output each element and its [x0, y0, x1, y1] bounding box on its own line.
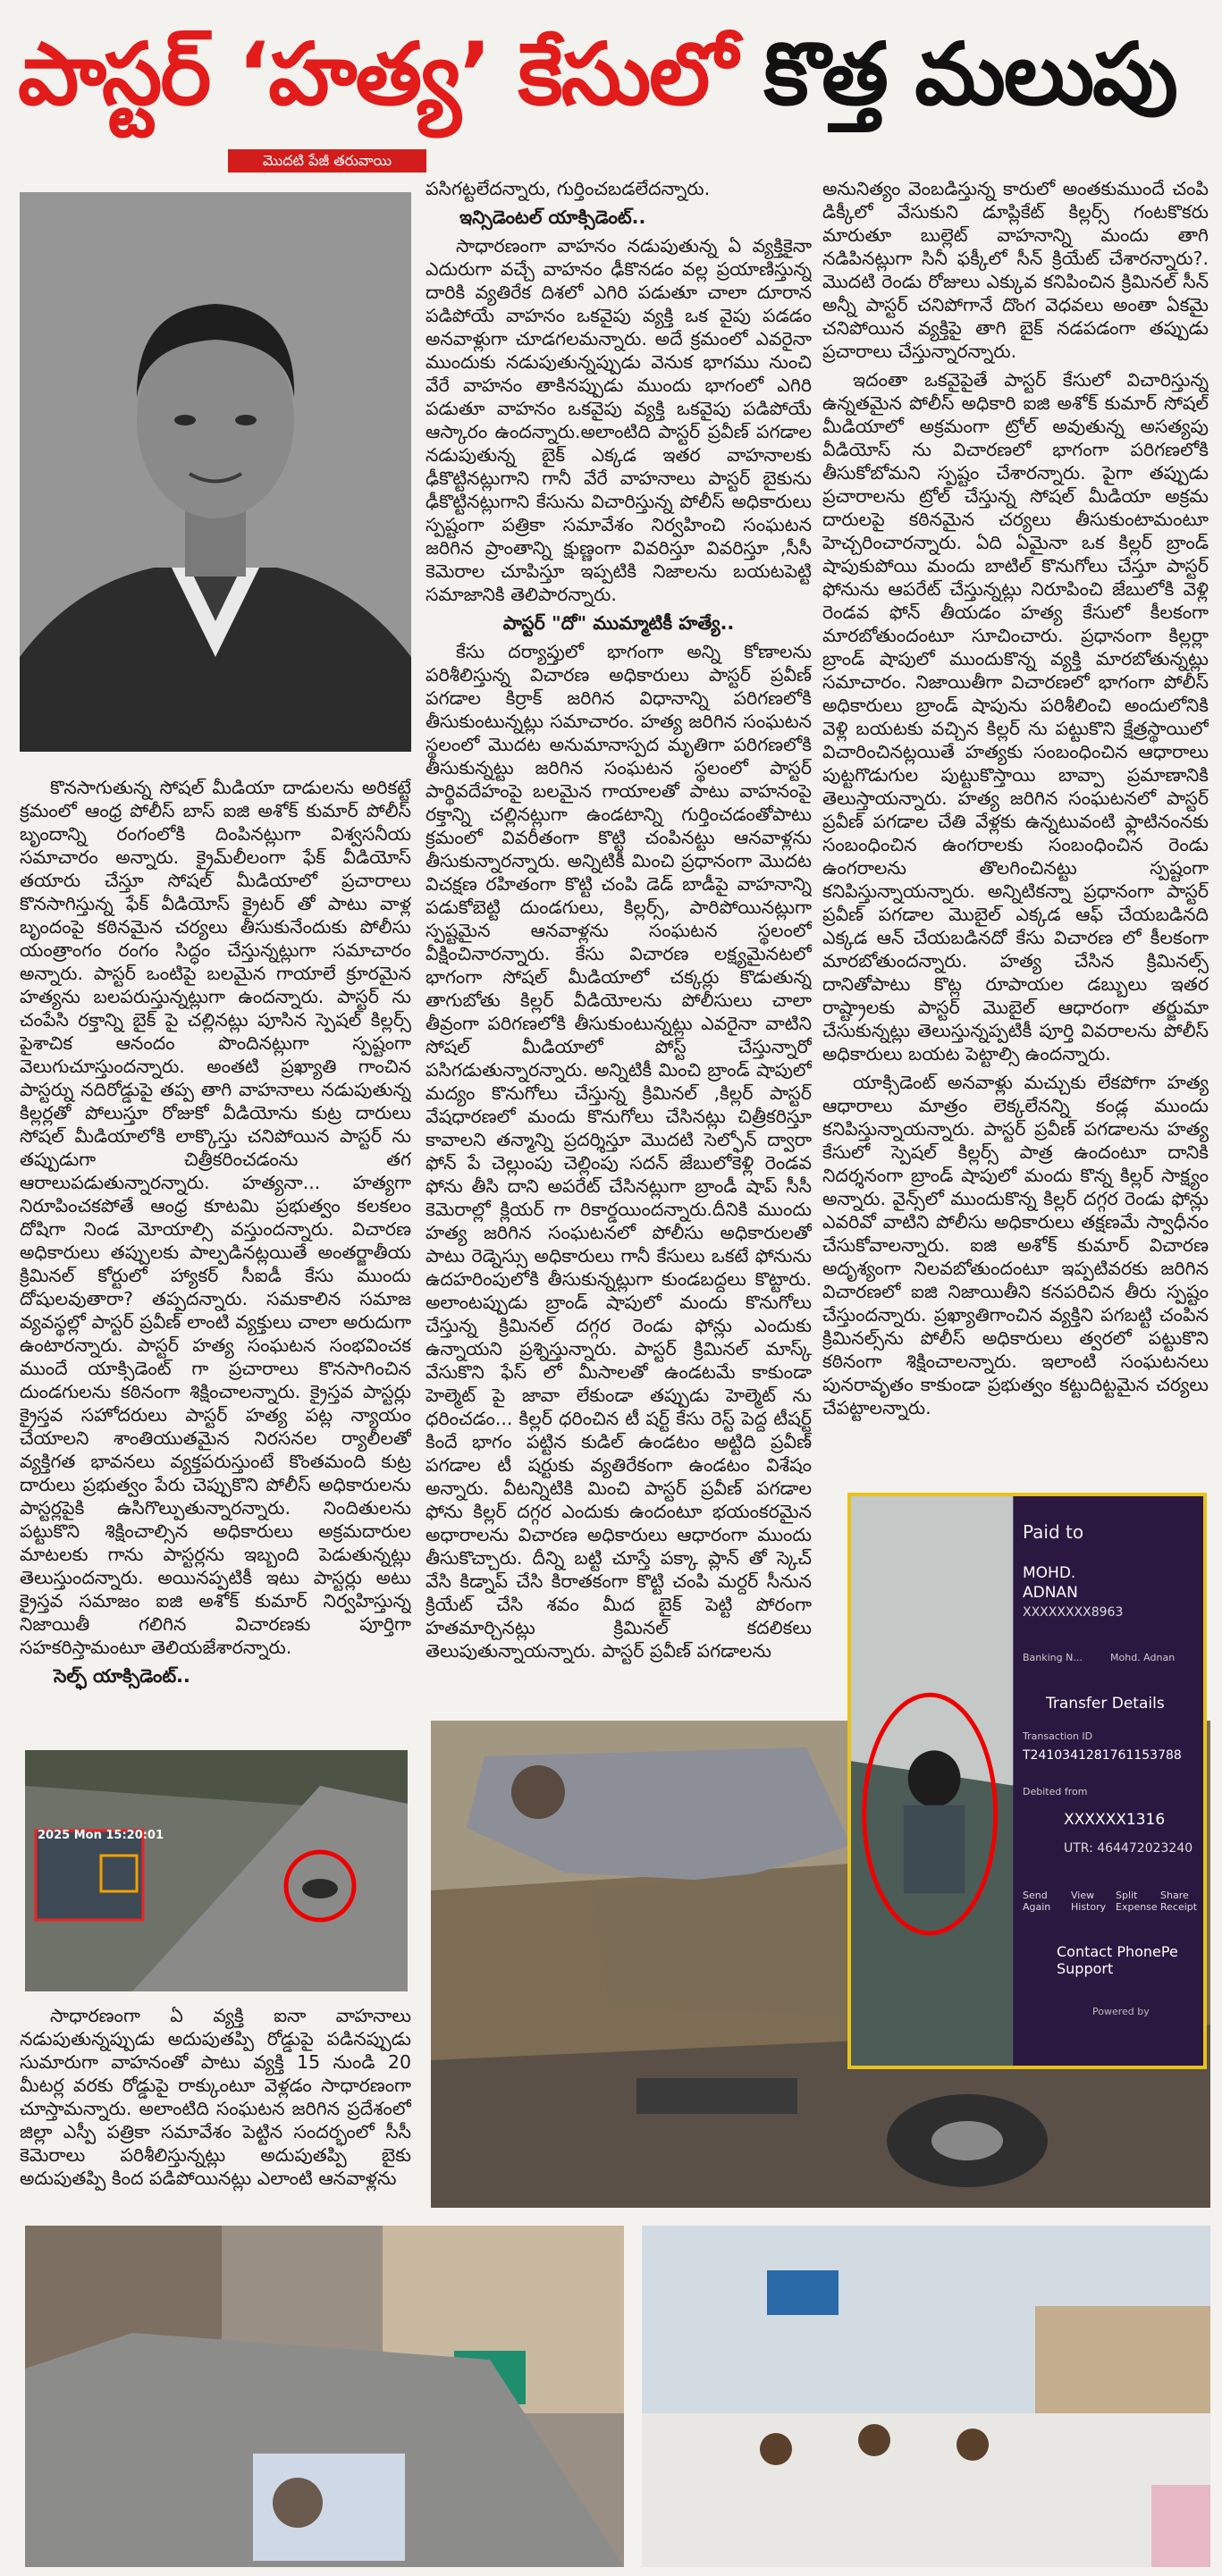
- cctv-photo: [25, 1750, 408, 1991]
- headline-part-red: పాస్టర్ ‘హత్య’ కేసులో: [18, 24, 764, 124]
- split-expense-button[interactable]: Split Expense: [1116, 1890, 1158, 1913]
- payee-name-line2: ADNAN: [1023, 1584, 1078, 1602]
- column-1: [20, 776, 411, 1741]
- transfer-details[interactable]: Transfer Details: [1046, 1695, 1165, 1713]
- col3-paragraph-1: అనునిత్యం వెంబడిస్తున్న కారులో అంతకుముందే చంపి డిక్కీలో వేసుకుని డూప్లికేట్ కిల్లర్స్ గంటకొకరు మారుతూ బుల్లెట్ వాహనాన్ని మందు తాగి నడిపినట్లుగా సినీ ఫక్కీలో సీన్ క్రియేట్ చేశారన్నారు?. మొదటి రెండు రోజులు ఎక్కువ కనిపించిన క్రిమినల్ సీన్ అన్నీ పాస్టర్ చనిపోగానే దొంగ వెధవలు అంతా ఏకమై చనిపోయిన వ్యక్తిపై తాగి బైక్ నడపడంగా తప్పుడు ప్రచారాలు చేస్తున్నారన్నారు.: [822, 178, 1209, 362]
- paid-to-label: Paid to: [1023, 1521, 1084, 1543]
- rally-photo-right: [642, 2226, 1210, 2567]
- continued-tag: మొదటి పేజీ తరువాయి: [228, 149, 426, 173]
- col2-subheading-1: ఇన్సిడెంటల్ యాక్సిడెంట్..: [459, 206, 646, 228]
- debited-account: XXXXXX1316: [1064, 1811, 1166, 1829]
- cctv-timestamp: 2025 Mon 15:20:01: [38, 1829, 164, 1842]
- col2-paragraph-1: సాధారణంగా వాహనం నడుపుతున్న ఏ వ్యక్తికైనా ఎదురుగా వచ్చే వాహనం ఢీకొనడం వల్ల ప్రయాణిస్తున్న దారికి వ్యతిరేక దిశలో ఎగిరి పడుతూ చాలా దూరాన పడిపోయే వాహనం ఒకవైపు వ్యక్తి ఒక వైపు పడడం అనవాళ్లుగా చూడగలమన్నారు. అదే క్రమంలో ఎవరైనా ముందుకు నడుపుతున్నప్పుడు వెనుక భాగము నుంచి వేరే వాహనం తాకినప్పుడు ముందు భాగంలో ఎగిరి పడుతూ వాహనం ఒకవైపు వ్యక్తి ఒకవైపు పడిపోయే ఆస్కారం ఉందన్నారు.అలాంటిది పాస్టర్ ప్రవీణ్ పగడాల నడుపుతున్న బైక్ ఎక్కడ ఇతర వాహనాలకు ఢీకొట్టినట్లుగాని గానీ వేరే వాహనాలు పాస్టర్ బైకును ఢీకొట్టినట్లుగాని కేసును విచారిస్తున్న పోలీస్ అధికారులు స్పష్టంగా పత్రికా సమావేశం నిర్వహించి సంఘటన జరిగిన ప్రాంతాన్ని క్షుణ్ణంగా వివరిస్తూ వివరిస్తూ ,సీసీ కెమెరాల చూపిస్తూ ఇప్పటికి నిజాలను బయటపెట్టి సమాజానికి తెలిపారన్నారు.: [426, 235, 812, 605]
- send-again-button[interactable]: Send Again: [1023, 1890, 1051, 1913]
- phonepe-screenshot: [847, 1493, 1207, 2069]
- transaction-id: T2410341281761153788: [1023, 1748, 1182, 1763]
- powered-by: Powered by: [1092, 2006, 1150, 2017]
- share-receipt-button[interactable]: Share Receipt: [1160, 1890, 1198, 1913]
- col2-subheading-2: పాస్టర్ "దో" ముమ్మాటికీ హత్యే..: [502, 612, 735, 634]
- banking-value: Mohd. Adnan: [1110, 1652, 1176, 1663]
- column-1-continued: [20, 2004, 411, 2220]
- col2-paragraph-2: కేసు దర్యాప్తులో భాగంగా అన్ని కోణాలను పరిశీలిస్తున్న విచారణ అధికారులు పాస్టర్ ప్రవీణ్ పగడాల కిర్రాక్ జరిగిన విధానాన్ని పరిగణలోకి తీసుకుంటున్నట్లు సమాచారం. హత్య జరిగిన సంఘటన స్థలంలో మొదట అనుమానాస్పద మృతిగా పరిగణలోకి తీసుకున్నట్టు జరిగిన సంఘటన స్థలంలో పాస్టర్ పార్థివదేహంపై బలమైన గాయాలతో పాటు వాహనంపై రక్తాన్ని చల్లినట్లుగా ఉండటాన్ని గుర్తించడంతోపాటు క్రమంలో వివరీతంగా కొట్టి చంపినట్టు ఆనవాళ్లను తీసుకున్నారన్నారు. అన్నిటికీ మించి ప్రధానంగా మొదట విచక్షణ రహితంగా కొట్టి చంపి డెడ్ బాడీపై వాహనాన్ని పడుకోబెట్టి దుండగులు, కిల్లర్స్, పారిపోయినట్లుగా స్పష్టమైన ఆనవాళ్లను సంఘటన స్థలంలో వీక్షించినారన్నారు. కేసు విచారణ లక్ష్యమైనటలో భాగంగా సోషల్ మీడియాలో చక్కర్లు కొడుతున్న తాగుబోతు కిల్లర్ వీడియోలను పోలీసులు చాలా తీవ్రంగా పరిగణలోకి తీసుకుంటున్నట్లు ఎవరైనా వాటిని సోషల్ మీడియాలో పోస్ట్ చేస్తున్నారో పసిగడుతున్నారన్నారు. అన్నిటికీ మించి బ్రాండ్ షాపులో మద్యం కొనుగోలు చేస్తున్న క్రిమినల్ ,కిల్లర్ పాస్టర్ వేషధారణలో మందు కొనుగోలు చేసినట్లు చిత్రీకరిస్తూ కావాలని తన్మాన్ని ప్రదర్శిస్తూ మొదటి సెల్ఫోన్ ద్వారా ఫోన్ పే చెల్లుంపు చెల్లింపు సదన్ జేబులోకెళ్లి రెండవ ఫోను తీసి దాని అపరేట్ చేసినట్లుగా బ్రాండీ షాప్ సీసీ కెమెరాల్లో క్లియర్ గా రికార్డయిందన్నారు.దీనికి ముందు హత్య జరిగిన సంఘటనలో పోలీసు అధికారులతో పాటు రెడ్నెస్సు అధికారులు గానీ కేసులు ఒకటే ఫోనును ఉదహరింపులోకి తీసుకున్నట్లుగా కుండబద్దలు కొట్టారు. అలాంటప్పుడు బ్రాండ్ షాపులో మందు కొనుగోలు చేస్తున్న క్రిమినల్ దగ్గర రెండు ఫోన్లు ఎందుకు ఉన్నాయని ప్రశ్నిస్తున్నారు. పాస్టర్ క్రిమినల్ మాస్క్ వేసుకొని ఫేస్ లో మీసాలతో ఉండటమే కాకుండా హెల్మెట్ పై జావా లేకుండా తప్పుడు హెల్మెట్ ను ధరించడం... కిల్లర్ ధరించిన టీ షర్ట్ కేసు రెస్ట్ పెద్ద టీషర్ట్ కిందే భాగం పట్టిన కుడిల్ ఉండటం అట్టిది ప్రవీణ్ పగడాల టీ షర్టుకు వ్యతిరేకంగా ఉండటం విశేషం అన్నారు. వీటన్నిటికి మించి పాస్టర్ ప్రవీణ్ పగడాల ఫోను కిల్లర్ దగ్గర ఎందుకు ఉందంటూ భయంకరమైన అధారాలను విచారణ అధికారులు ఆధారంగా ముందు తీసుకొచ్చారు. దీన్ని బట్టి చూస్తే పక్కా ప్లాన్ తో స్కెచ్ వేసి కిడ్నాప్ చేసి కిరాతకంగా కొట్టి చంపి మర్దర్ సీనున క్రియేట్ చేసి శవం మీద బైక్ పెట్టి పోరంగా హతమార్చినట్లు క్రిమినల్ కదలికలు తెలుపుతున్నాయన్నారు. పాస్టర్ ప్రవీణ్ పగడాలను: [426, 641, 812, 1662]
- headline: [18, 7, 1207, 141]
- banking-label: Banking N...: [1023, 1652, 1083, 1663]
- view-history-button[interactable]: View History: [1071, 1890, 1107, 1913]
- debited-from-label: Debited from: [1023, 1786, 1088, 1797]
- col1-paragraph: కొనసాగుతున్న సోషల్ మీడియా దాడులను అరికట్టే క్రమంలో ఆంధ్ర పోలీస్ బాస్ ఐజి అశోక్ కుమార్ పోలీస్ బృందాన్ని రంగంలోకి దింపినట్లుగా విశ్వసనీయ సమాచారం అన్నారు. క్రైమ్‌లీలంగా ఫేక్ వీడియోస్ తయారు చేస్తూ సోషల్ మీడియాలో ప్రచారాలు కొనసాగిస్తున్న ఫేక్ వీడియోస్ క్రైటర్ తో పాటు వాళ్ల బృందంపై కఠినమైన చర్యలు తీసుకునేందుకు పోలీసు యంత్రాంగం రంగం సిద్ధం చేస్తున్నట్లుగా సమాచారం అన్నారు. పాస్టర్ ఒంటిపై బలమైన గాయాలే క్రూరమైన హత్యను బలపరుస్తున్నట్లుగా ఉందన్నారు. పాస్టర్ ను చంపేసి రక్తాన్ని బైక్ పై చల్లినట్లు పూసిన స్పెషల్ కిల్లర్స్ పైశాచిక ఆనందం పొందినట్లుగా స్పష్టంగా వెలుగుచూస్తుందన్నారు. అంతటి ప్రఖ్యాతి గాంచిన పాస్టర్ను నదిరోడ్డుపై తప్ప తాగి వాహనాలు నడుపుతున్న కిల్లర్లతో పోలుస్తూ రోజుకో వీడియోను కుట్ర దారులు సోషల్ మీడియాలోకి లాక్కొస్తు చనిపోయిన పాస్టర్ ను తప్పుడుగా చిత్రీకరించడంను తగ ఆరాలుపడుతున్నారన్నారు. హత్యనా... హత్యగా నిరూపించకపోతే ఆంధ్ర కూటమి ప్రభుత్వం కలకలం దోషిగా నిండ మోయాల్సి వస్తుందన్నారు. విచారణ అధికారులు తప్పులకు పాల్పడినట్లయితే అంతర్జాతీయ క్రిమినల్ కోర్టులో హ్యాకర్ సీఐడీ కేసు ముందు దోషులవుతారా? తప్పదన్నారు. సమకాలిన సమాజ వ్యవస్థల్లో పాస్టర్ ప్రవీణ్ లాంటి వ్యక్తులు చాలా అరుదుగా ఉంటారన్నారు. పాస్టర్ హత్య సంఘటన సంభవించక ముందే యాక్సిడెంట్ గా ప్రచారాలు కొనసాగించిన దుండగులను కఠినంగా శిక్షించాలన్నారు. క్రైస్తవ పాస్టర్లు క్రైస్తవ సహోదరులు పాస్టర్ హత్య పట్ల న్యాయం చేయాలని శాంతియుతమైన నిరసనల ర్యాలీలతో వ్యక్తిగత భావనలు వ్యక్తపరుస్తుంటే కొంతమంది కుట్ర దారులు ప్రభుత్వం పేరు చెప్పుకొని పోలీస్ అధికారులను పాస్టర్లపైకి ఉసిగొల్పుతున్నారన్నారు. నిందితులను పట్టుకొని శిక్షించాల్సిన అధికారులు అక్రమదారుల మాటలకు గాను పాస్టర్లను ఇబ్బంది పెడుతున్నట్లు తెలుస్తుందన్నారు. అయినప్పటికీ ఇటు పాస్టర్లు అటు క్రైస్తవ సమాజం ఐజి అశోక్ కుమార్ నిర్వహిస్తున్న నిజాయితీ గలిగిన విచారణకు పూర్తిగా సహకరిస్తామంటూ తెలియజేశారన్నారు.: [20, 777, 411, 1658]
- col2-intro: పసిగట్టలేదన్నారు, గుర్తించబడలేదన్నారు.: [426, 178, 711, 199]
- headline-part-black: కొత్త మలుపు: [763, 24, 1176, 124]
- column-2: [426, 177, 812, 1696]
- payee-name-line1: MOHD.: [1023, 1564, 1076, 1582]
- rally-photo-left: [25, 2226, 624, 2567]
- col1-after-paragraph: సాధారణంగా ఏ వ్యక్తి ఐనా వాహనాలు నడుపుతున్నప్పుడు అదుపుతప్పి రోడ్డుపై పడినప్పుడు సుమారుగా వాహనంతో పాటు వ్యక్తి 15 నుండి 20 మీటర్ల వరకు రోడ్డుపై రాక్కుంటూ వెళ్లడం సాధారణంగా చూస్తామన్నారు. అలాంటిది సంఘటన జరిగిన ప్రదేశంలో జిల్లా ఎస్పీ పత్రికా సమావేశం పెట్టిన సందర్భంలో సీసీ కెమెరాలు పరిశీలిస్తున్నట్లు అదుపుతప్పి బైకు అదుపుతప్పి కింద పడిపోయినట్లు ఎలాంటి ఆనవాళ్లను: [20, 2005, 411, 2189]
- payee-account: XXXXXXXX8963: [1023, 1605, 1124, 1620]
- transaction-id-label: Transaction ID: [1023, 1730, 1093, 1742]
- col1-subheading: సెల్ఫ్ యాక్సిడెంట్..: [54, 1665, 190, 1687]
- contact-support[interactable]: Contact PhonePe Support: [1057, 1943, 1178, 1977]
- utr-number: UTR: 464472023240: [1064, 1841, 1193, 1856]
- col3-paragraph-3: యాక్సిడెంట్ అనవాళ్లు మచ్చుకు లేకపోగా హత్య ఆధారాలు మాత్రం లెక్కలేనన్ని కండ్ల ముందు కనిపిస్తున్నాయన్నారు. పాస్టర్ ప్రవీణ్ పగడాలను హత్య కేసులో స్పెషల్ కిల్లర్స్ పాత్ర ఉందంటూ దానికి నిదర్శనంగా బ్రాండ్ షాపులో మందు కొన్న కిల్లర్ సాక్ష్యం అన్నారు. వైన్స్‌లో ముందుకొన్న కిల్లర్ దగ్గర రెండు ఫోన్లు ఎవరివో వాటిని పోలీసు అధికారులు తక్షణమే స్వాధీనం చేసుకోవాలన్నారు. ఐజి అశోక్ కుమార్ విచారణ అదృశ్యంగా నిలవబోతుందంటూ ఇప్పటివరకు జరిగిన విచారణలో ఐజి నిజాయితీని కనపరిచిన తీరు స్పష్టం చేస్తుందన్నారు. ప్రఖ్యాతిగాంచిన వ్యక్తిని పగబట్టి చంపిన క్రిమినల్స్‌ను పోలీస్ అధికారులు త్వరలో పట్టుకొని కఠినంగా శిక్షించాలన్నారు. ఇలాంటి సంఘటనలు పునరావృతం కాకుండా ప్రభుత్వం కట్టుదిట్టమైన చర్యలు చేపట్టాలన్నారు.: [822, 1072, 1209, 1418]
- column-3: [822, 177, 1209, 1491]
- col3-paragraph-2: ఇదంతా ఒకవైపైతే పాస్టర్ కేసులో విచారిస్తున్న ఉన్నతమైన పోలీస్ అధికారి ఐజి అశోక్ కుమార్ సోషల్ మీడియాలో అక్రమంగా ట్రోల్ అవుతున్న అసత్యపు వీడియోస్ ను విచారణలో భాగంగా పరిగణలోకి తీసుకోబోమని స్పష్టం చేశారన్నారు. పైగా తప్పుడు ప్రచారాలను ట్రోల్ చేస్తున్న సోషల్ మీడియా అక్రమ దారులపై కఠినమైన చర్యలు తీసుకుంటామంటూ హెచ్చరించారన్నారు. ఏది ఏమైనా ఒక కిల్లర్ బ్రాండ్ షాపుకుపోయి మందు బాటిల్ కొనుగోలు చేస్తూ పాస్టర్ ఫోనును ఆపరేట్ చేస్తున్నట్లు నిరూపించి జేబులోకి వెళ్లి రెండవ ఫోన్ తీయడం హత్య కేసులో కీలకంగా మారబోతుందంటూ సూచించారు. ప్రధానంగా కిల్లర్లా బ్రాండ్ షాపులో ముందుకొన్న వ్యక్తి మారబోతున్నట్లు సమాచారం. నిజాయితీగా విచారణలో భాగంగా పోలీస్ అధికారులు బ్రాండ్ షాపును పరిశీలించి అందులోనికి వెళ్లి బయటకు వచ్చిన కిల్లర్ ను పట్టుకొని క్షేత్రస్థాయిలో విచారించినట్లయితే హత్యకు సంబంధించిన ఆధారాలు పుట్టగొడుగుల పుట్టుకొస్తాయి బావ్పా ప్రమాణానికి తెలుస్తాయన్నారు. హత్య జరిగిన సంఘటనలో పాస్టర్ ప్రవీణ్ పగడాల చేతి వేళ్లకు ఉన్నటువంటి ఫ్లాటినంనకు సంబంధించిన ఉంగరాలకు సంబంధించిన రెండు ఉంగరాలను తొలగించినట్టు స్పష్టంగా కనిపిస్తున్నాయన్నారు. అన్నిటికన్నా ప్రధానంగా పాస్టర్ ప్రవీణ్ పగడాల మొబైల్ ఎక్కడ ఆఫ్ చేయబడినది ఎక్కడ ఆన్ చేయబడినదో కేసు విచారణ లో కీలకంగా మారబోతుందన్నారు. హత్య చేసిన క్రిమినల్స్ దానితోపాటు కొట్ల రూపాయల డబ్బులు ఇతర రాష్ట్రాలకు పాస్టర్ మొబైల్ ఆధారంగా తర్జుమా చేసుకున్నట్లు తెలుస్తున్నప్పటికీ పూర్తి వివరాలను పోలీస్ అధికారులు బయట పెట్టాల్సి ఉందన్నారు.: [822, 369, 1209, 1065]
- portrait-photo: [20, 192, 411, 752]
